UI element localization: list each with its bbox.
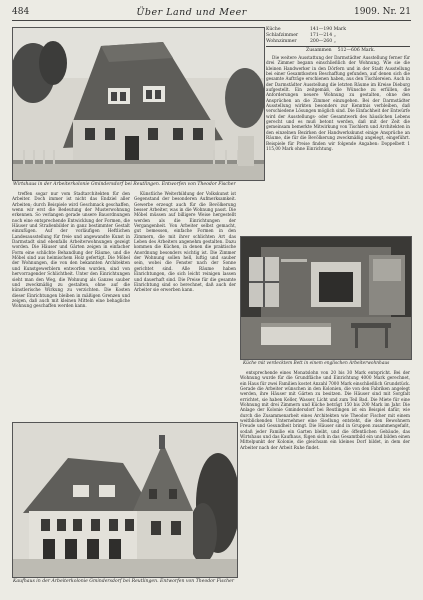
paragraph: entsprechende eines Monatslohn von 20 bis 30 Mark entspricht. Bei der Wohnung wurde für die Grundfläche und Einrichtung 4000 Mark gerechnet, ein Haus für zwei Familien kostet Anzahl 7000 Mark einschließlich Grundstück. Gerade die Arbeiter wünschen in den Kolonien, die von den Fabriken angelegt werden, ihre Häuser mit Gärten zu besitzen. Die Häuser sind mit Sorgfalt errichtet, sie haben Keller, Wasser, Licht und zum Teil Bad. Die Miete für eine Wohnung mit drei Zimmern und Küche beträgt 150 bis 200 Mark im Jahr. Die Anlage der Kolonie Gmindersdorf bei Reutlingen ist ein Beispiel dafür, wie durch die Zusammenarbeit eines Architekten wie Theodor Fischer mit einem weitblickenden Unternehmer eine Siedlung entsteht, die den Bewohnern Freude und Gesundheit bringt. Die Häuser sind in Gruppen zusammengefaßt, sodaß jeder Familie ein Garten bleibt, und die öffentlichen Gebäude, das Wirtshaus und das Kaufhaus, fügen sich in das Gesamtbild ein und bilden einen Mittelpunkt der Kolonie, die gleichsam ein kleines Dorf bildet, in dem der Arbeiter nach der Arbeit Ruhe findet.	[240, 370, 410, 450]
caption-top: Wirtshaus in der Arbeiterkolonie Gmindersdorf bei Reutlingen. Entworfen von Theodor Fischer	[13, 182, 236, 187]
cost-total-value: 512—606 Mark.	[337, 48, 376, 53]
cost-row	[266, 39, 410, 45]
cost-total-label: Zusammen	[306, 48, 332, 53]
page-number: 484	[12, 7, 30, 17]
issue-label: 1909. Nr. 21	[353, 7, 411, 17]
text-column-right-top	[266, 55, 410, 233]
page-header	[12, 6, 411, 18]
text-column-middle	[134, 191, 236, 419]
cost-table	[266, 27, 410, 54]
cost-row-value: 141—190 Mark	[310, 27, 347, 32]
cost-row-label: Schlafzimmer	[266, 33, 299, 38]
paragraph: Künstliche Weiterbildung der Volkskunst ist Gegenstand der besonderen Aufmerksamkeit. Gewerbe erzeugt auch für die Bevölkerung besser Arbeiter, was in die Wohnung passt. Die Möbel müssen auf billigere Weise hergestellt werden als die Einrichtungen der Vergangenheit. Von Arbeiter selbst gemacht, gut bemessen, einfache Formen in den Zimmern, die mit ihrer schlichten Art das Leben des Arbeiters angenehm gestalten. Dazu kommen die Küchen, in denen die praktische Anordnung besonders wichtig ist. Die Zimmer der Wohnung sollen hell, luftig und sauber sein, wobei die Fenster nach der Sonne gerichtet sind. Alle Räume haben Einrichtungen, die sich leicht reinigen lassen und dauerhaft sind. Die Preise für die gesamte Einrichtung sind so berechnet, daß auch der Arbeiter sie erwerben kann.	[134, 191, 236, 293]
paragraph: Die weitere Ausstattung der Darmstädter Ausstellung ferner für drei Zimmer begann einschließlich der Wohnung. Wie sie die kleinen Handwerker in den Dörfern und in der Stadt Ausstellung bei einer Gesamtkosten Beschaffung gefunden, auf denen sich die gesamte Aufträge erschienen haben, aus den Tischlereien. Auch in der Darmstädter Ausstellung die letzten Räume im Kreise Dieburg aufgestellt. Ein zeitgemäß, die Wünsche zu erfüllen, die Anforderungen neuere Wohnung zu gestalten, ohne den Ansprüchen an die Zimmer einzugehen. Bei der Darmstädter Ausstellung wirkten besonders zur Kenntnis verbleiben, daß verschiedene Lösungen möglich sind. Die Einfachheit der Entwürfe wird der Ausstellungs- oder Gesamtwerk des häuslichen Lebens gerecht und es muß betont werden, daß mit der Zeit die gemeinsam bemerkte Mitwirkung von Tischlern und Architekten in den einzelnen Bezirken der Handwerkskunst einige Ansprüche an Räume, die für die Bevölkerung zweckmäßig angelegt, eingeführt. Beispiele für Preise finden wir folgende Angaben: Doppelbett 1 115,00 Mark ohne Einrichtung.	[266, 55, 410, 151]
photo-wirtshaus-image	[13, 28, 264, 180]
header-rule	[12, 20, 411, 21]
cost-row-label: Küche	[266, 27, 281, 32]
magazine-title: Über Land und Meer	[136, 6, 247, 18]
photo-kaufhaus	[12, 422, 238, 578]
paragraph: treffen sogar nur vom Stadtarchitekten für den Arbeiter. Doch immer ist nicht das Endziel aller Arbeiten; durch Beispiele wird Geschmack geschaffen, wenn wir erst die Bedeutung der Musterwohnung erkennen. So verlangen gerade unsere Bauordnungen noch eine entsprechende Entwicklung der Formen, die Häuser und Straßenbilder in ganz bestimmter Gestalt einzufügen. Auf der vorläufigen Heftlichen Landesausstellung für freie und angewandte Kunst in Darmstadt sind ebenfalls Arbeiterwohnungen gezeigt worden. Die Häuser und Gärten zeigen in einfacher Form eine schlichte Behandlung der Räume, und die Möbel sind aus heimischem Holz gefertigt. Die Möbel der Wohnungen, die von den bekannten Architekten und Kunstgewerblern entworfen wurden, sind von hervorragender Schlichtheit. Unter den Einrichtungen sieht man den Weg, die Wohnung als Ganzes sauber und zweckmäßig zu gestalten, ohne auf die künstlerische Wirkung zu verzichten. Die Kosten dieser Einrichtungen bleiben in mäßigen Grenzen und zeigen, daß auch mit kleinen Mitteln eine behagliche Wohnung geschaffen werden kann.	[12, 191, 130, 309]
cost-row-value: 171—214 „	[310, 33, 336, 38]
text-column-left	[12, 191, 130, 419]
photo-kitchen-image	[241, 237, 411, 359]
caption-bottom: Kaufhaus in der Arbeiterkolonie Gmindersdorf bei Reutlingen. Entworfen von Theodor Fischer	[13, 579, 235, 584]
caption-middle: Küche mit verdecktem Bett in einem englischen Arbeiterwohnhaus	[243, 361, 390, 366]
photo-wirtshaus	[12, 27, 265, 181]
cost-row-label: Wohnzimmer	[266, 39, 297, 44]
photo-kitchen	[240, 236, 412, 360]
text-column-right-lower	[240, 370, 410, 586]
cost-total	[266, 46, 410, 54]
photo-kaufhaus-image	[13, 423, 237, 577]
cost-row-value: 200—260 „	[310, 39, 336, 44]
